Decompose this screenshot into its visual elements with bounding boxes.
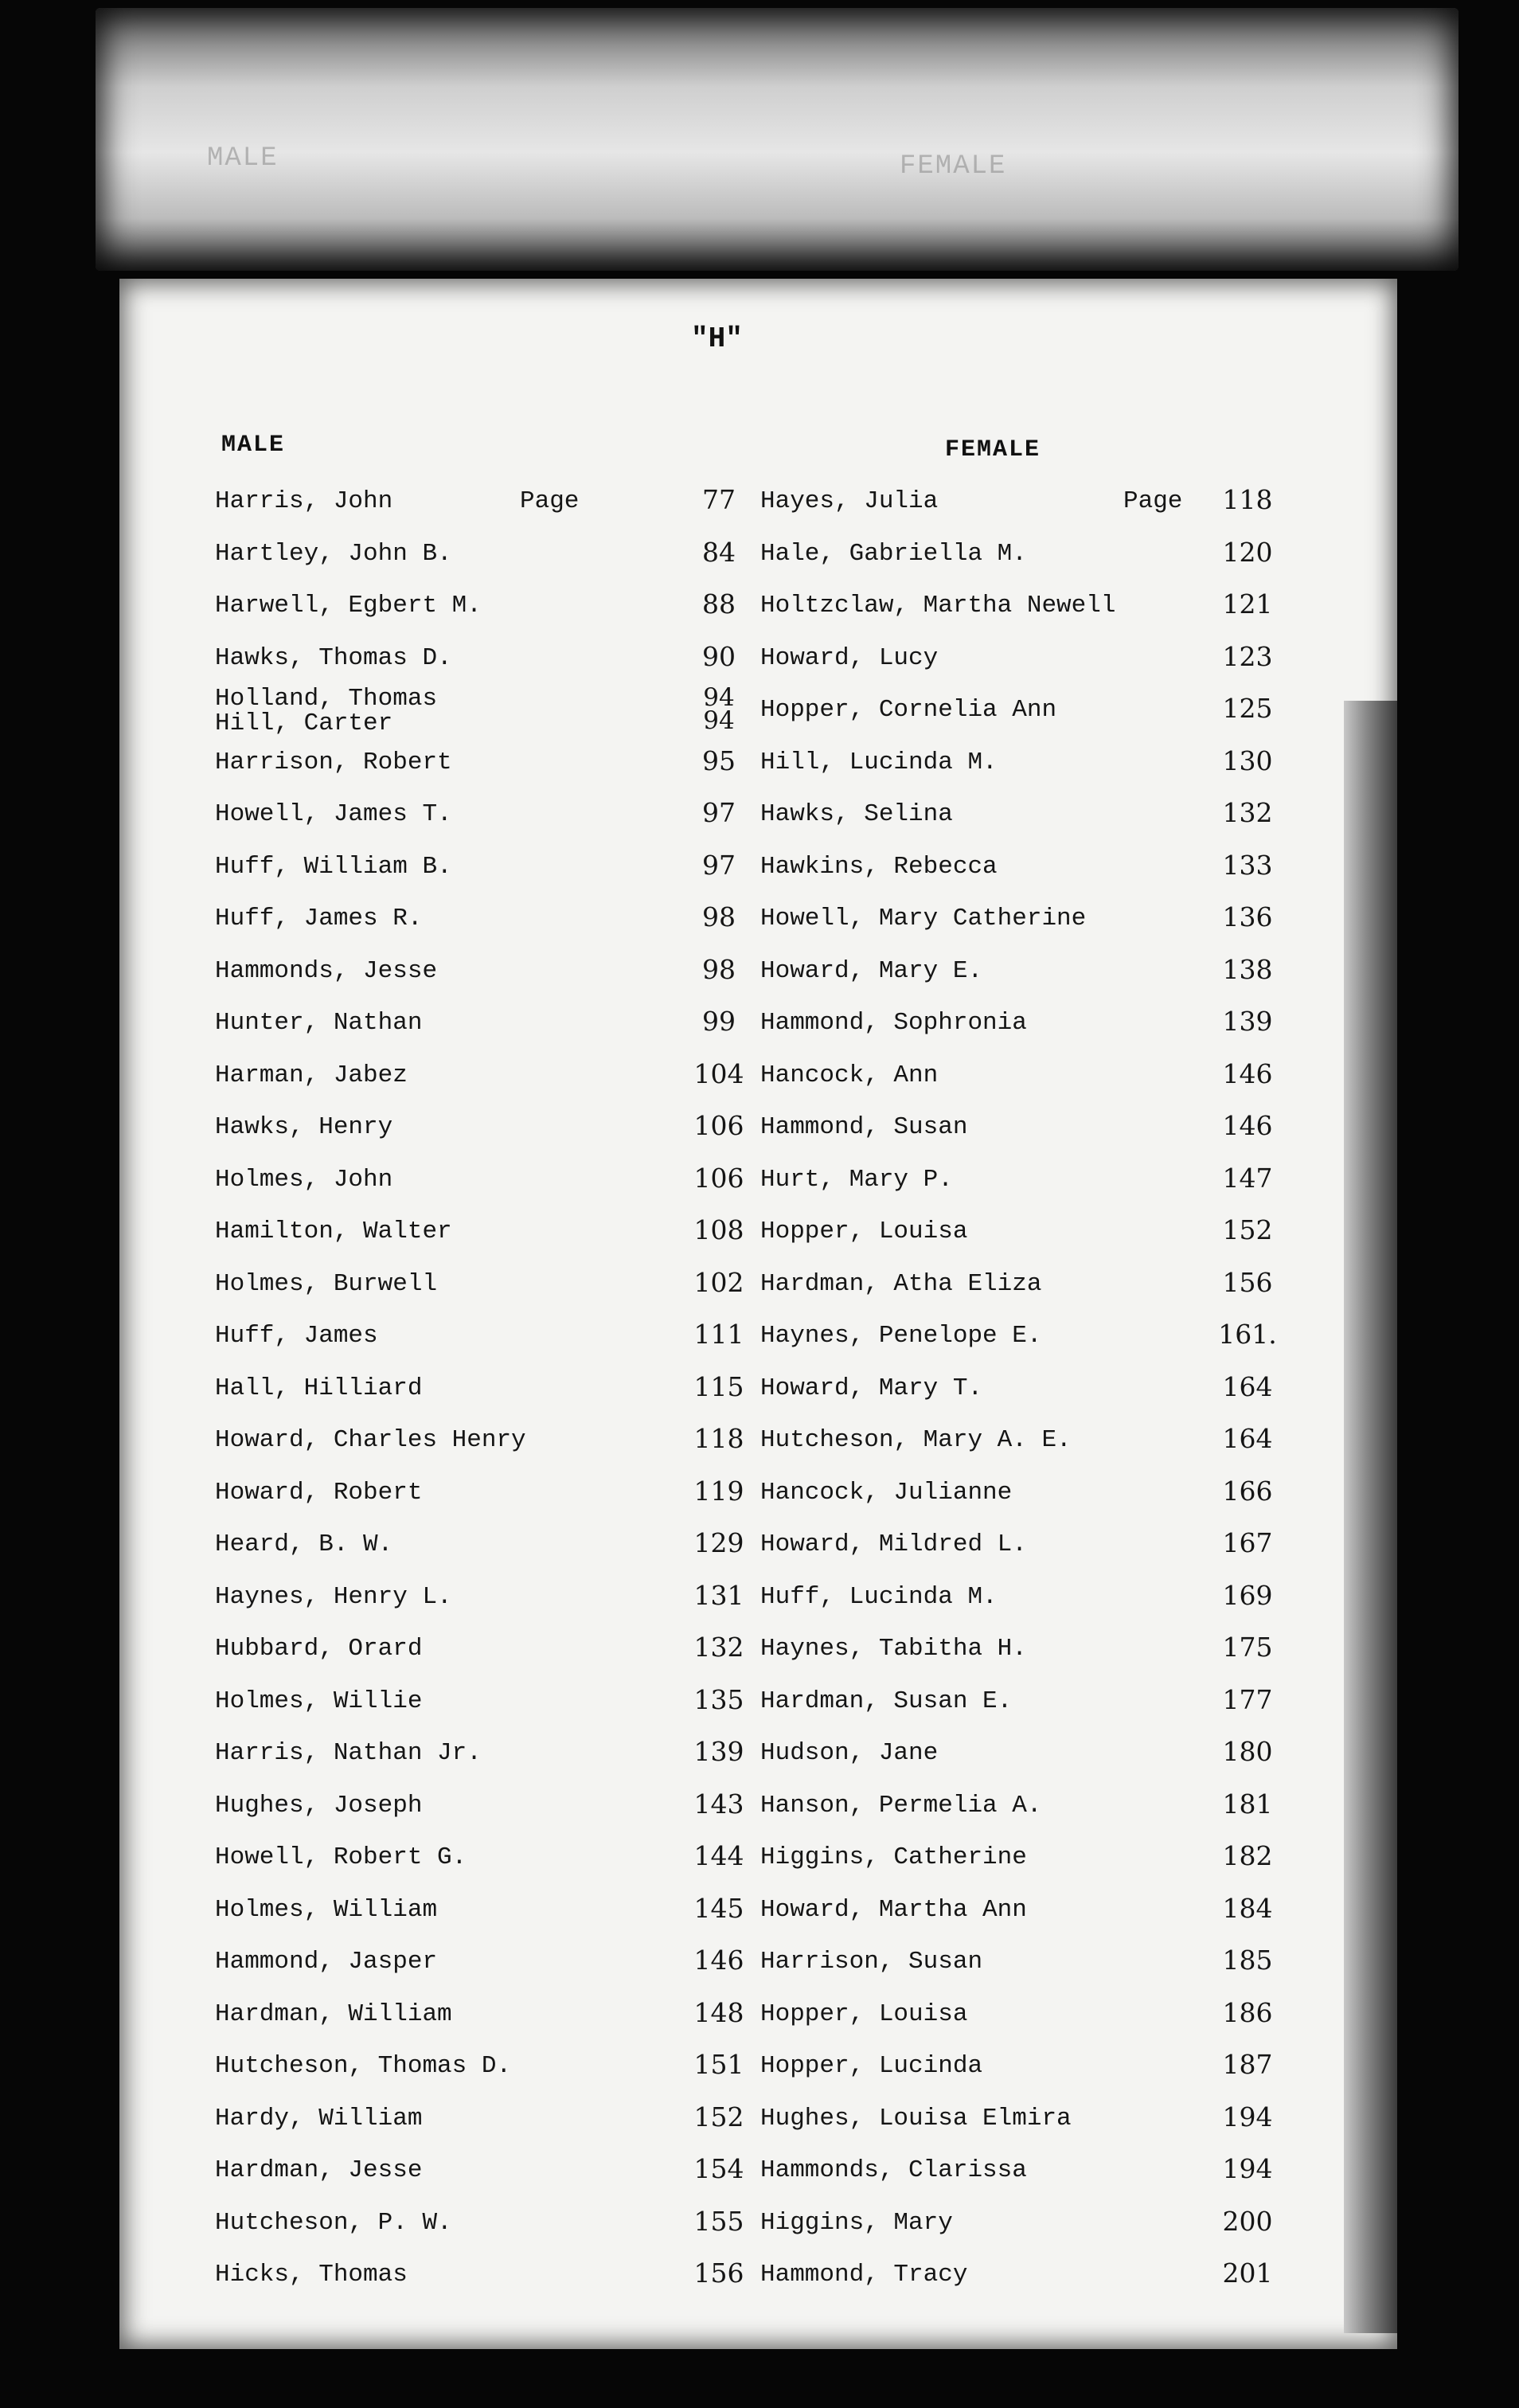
female-entry-row (760, 1417, 1286, 1469)
male-entry-page: 139 (693, 1736, 744, 1767)
male-entry-page: 102 (693, 1266, 744, 1298)
male-entry-row (215, 895, 748, 948)
female-entry-name: Hill, Lucinda M. (760, 748, 998, 776)
female-index-list (760, 478, 1286, 2304)
female-entry-page: 139 (1222, 1006, 1273, 1037)
female-entry-name: Hammond, Susan (760, 1113, 968, 1141)
female-entry-page: 164 (1222, 1370, 1273, 1402)
female-entry-page: 147 (1222, 1162, 1273, 1194)
male-entry-name: Hutcheson, P. W. (215, 2208, 452, 2237)
female-entry-row (760, 739, 1286, 792)
male-entry-row (215, 1312, 748, 1365)
male-entry-page: 151 (693, 2049, 744, 2080)
female-entry-name: Hardman, Atha Eliza (760, 1269, 1042, 1298)
microfilm-header-strip (96, 8, 1458, 271)
male-entry-name: Hartley, John B. (215, 539, 452, 568)
female-column-header: FEMALE (945, 436, 1041, 463)
female-entry-page: 181 (1222, 1788, 1273, 1820)
male-entry-name: Howard, Robert (215, 1478, 423, 1507)
male-entry-page: 144 (693, 1840, 744, 1871)
entry-name-line: Holland, Thomas (215, 685, 438, 713)
male-entry-page: 99 (702, 1006, 736, 1037)
male-entry-name: Harrison, Robert (215, 748, 452, 776)
female-entry-row (760, 1730, 1286, 1782)
female-entry-page: 186 (1222, 1996, 1273, 2028)
male-entry-row (215, 1469, 748, 1522)
female-entry-row (760, 1782, 1286, 1835)
male-entry-row (215, 635, 748, 687)
male-entry-row (215, 1678, 748, 1730)
male-entry-row (215, 1730, 748, 1782)
female-entry-name: Huff, Lucinda M. (760, 1582, 998, 1611)
entry-page-line: 94 (703, 706, 735, 735)
female-entry-row (760, 530, 1286, 583)
female-entry-name: Hayes, Julia (760, 487, 939, 515)
female-entry-page: 182 (1222, 1840, 1273, 1871)
male-entry-name: Harman, Jabez (215, 1061, 408, 1089)
male-entry-name: Howard, Charles Henry (215, 1426, 526, 1454)
female-entry-row (760, 2199, 1286, 2252)
section-letter: "H" (691, 322, 743, 355)
male-entry-page: 135 (693, 1683, 744, 1715)
female-entry-name: Howard, Mary E. (760, 956, 983, 985)
female-entry-name: Haynes, Penelope E. (760, 1322, 1042, 1350)
male-entry-page: 143 (693, 1788, 744, 1820)
female-entry-name: Howard, Mildred L. (760, 1530, 1027, 1558)
male-entry-page: 108 (693, 1214, 744, 1245)
female-entry-name: Haynes, Tabitha H. (760, 1635, 1027, 1663)
male-entry-name: Holmes, William (215, 1895, 438, 1924)
female-entry-page: 120 (1222, 536, 1273, 568)
male-entry-name: Huff, James R. (215, 905, 423, 932)
female-entry-name: Hanson, Permelia A. (760, 1791, 1042, 1820)
female-entry-row (760, 1208, 1286, 1261)
male-entry-row (215, 1625, 748, 1678)
female-entry-page: 175 (1222, 1632, 1273, 1663)
female-entry-name: Hopper, Louisa (760, 1218, 968, 1245)
female-entry-page: 161. (1218, 1319, 1277, 1350)
male-entry-name: Hardy, William (215, 2104, 423, 2132)
female-entry-page: 121 (1222, 588, 1273, 620)
male-entry-page: 111 (693, 1319, 744, 1350)
female-entry-page: 133 (1222, 849, 1273, 881)
male-entry-name: Hawks, Thomas D. (215, 643, 452, 672)
female-entry-row (760, 635, 1286, 687)
male-entry-page: 90 (702, 640, 736, 672)
male-entry-page: 98 (702, 953, 736, 985)
female-entry-page: 156 (1222, 1266, 1273, 1298)
female-entry-page: 136 (1222, 901, 1273, 932)
male-entry-page: 131 (693, 1579, 744, 1611)
male-entry-page: 106 (693, 1162, 744, 1194)
male-entry-row (215, 999, 748, 1052)
male-entry-page: 119 (693, 1475, 744, 1507)
male-entry-row (215, 1052, 748, 1104)
female-entry-page: 200 (1222, 2205, 1273, 2237)
female-entry-name: Hawks, Selina (760, 800, 953, 828)
male-entry-row (215, 2251, 748, 2304)
male-entry-row (215, 582, 748, 635)
female-entry-name: Hancock, Ann (760, 1061, 939, 1089)
male-entry-row (215, 1156, 748, 1209)
female-entry-name: Howell, Mary Catherine (760, 905, 1087, 932)
male-entry-name: Huff, James (215, 1322, 378, 1350)
female-entry-row (760, 2147, 1286, 2199)
female-entry-name: Howard, Martha Ann (760, 1895, 1027, 1924)
female-entry-row (760, 1938, 1286, 1991)
female-entry-page: 146 (1222, 1110, 1273, 1141)
female-entry-page: 184 (1222, 1892, 1273, 1924)
female-entry-row (760, 1469, 1286, 1522)
male-entry-page: 156 (693, 2258, 744, 2289)
female-entry-row (760, 478, 1286, 530)
female-entry-row (760, 1104, 1286, 1156)
male-entry-page: 106 (693, 1110, 744, 1141)
female-entry-name: Hutcheson, Mary A. E. (760, 1426, 1072, 1454)
male-entry-row (215, 791, 748, 843)
female-entry-page: 185 (1222, 1945, 1273, 1976)
male-entry-name: Hicks, Thomas (215, 2261, 408, 2289)
male-entry-name: Hall, Hilliard (215, 1374, 423, 1402)
male-entry-name: Heard, B. W. (215, 1530, 393, 1558)
female-entry-name: Holtzclaw, Martha Newell (760, 592, 1116, 620)
male-entry-name: Haynes, Henry L. (215, 1582, 452, 1611)
female-entry-row (760, 1834, 1286, 1886)
male-entry-row (215, 948, 748, 1000)
male-entry-page: 155 (693, 2205, 744, 2237)
female-entry-row (760, 1625, 1286, 1678)
female-entry-name: Hopper, Louisa (760, 2000, 968, 2028)
male-entry-page: 132 (693, 1632, 744, 1663)
male-entry-page: 95 (702, 745, 736, 776)
female-entry-row (760, 948, 1286, 1000)
male-entry-page: 129 (693, 1527, 744, 1558)
male-entry-page: 154 (693, 2153, 744, 2184)
female-entry-name: Hammonds, Clarissa (760, 2156, 1027, 2184)
female-entry-page: 138 (1222, 953, 1273, 985)
male-entry-name: Hunter, Nathan (215, 1009, 423, 1037)
male-page-label: Page (520, 487, 580, 515)
male-entry-name: Hardman, Jesse (215, 2156, 423, 2184)
male-entry-row (215, 843, 748, 896)
male-entry-name: Huff, William B. (215, 852, 452, 881)
female-entry-row (760, 1521, 1286, 1573)
female-entry-page: 194 (1222, 2101, 1273, 2132)
female-entry-page: 194 (1222, 2153, 1273, 2184)
male-entry-row (215, 1782, 748, 1835)
female-entry-page: 180 (1222, 1736, 1273, 1767)
male-entry-row (215, 1938, 748, 1991)
female-entry-row (760, 1261, 1286, 1313)
male-entry-page: 97 (702, 797, 736, 828)
male-entry-row (215, 1365, 748, 1417)
male-column-header: MALE (221, 432, 286, 459)
ghost-male-label: MALE (207, 143, 279, 174)
female-entry-name: Hopper, Cornelia Ann (760, 696, 1057, 724)
male-entry-page: 145 (693, 1892, 744, 1924)
female-entry-name: Howard, Mary T. (760, 1374, 983, 1402)
female-entry-page: 166 (1222, 1475, 1273, 1507)
female-entry-page: 169 (1222, 1579, 1273, 1611)
male-entry-row (215, 683, 748, 739)
female-entry-row (760, 2042, 1286, 2095)
female-entry-page: 132 (1222, 797, 1273, 828)
male-entry-row (215, 1521, 748, 1573)
female-entry-name: Hammond, Tracy (760, 2261, 968, 2289)
female-entry-page: 177 (1222, 1683, 1273, 1715)
female-entry-row (760, 843, 1286, 896)
female-entry-row (760, 1991, 1286, 2043)
female-entry-page: 152 (1222, 1214, 1273, 1245)
female-entry-name: Hardman, Susan E. (760, 1687, 1013, 1715)
female-entry-row (760, 2095, 1286, 2148)
male-entry-row (215, 2199, 748, 2252)
male-entry-page: 152 (693, 2101, 744, 2132)
male-entry-page: 97 (702, 849, 736, 881)
female-entry-row (760, 1312, 1286, 1365)
male-entry-row (215, 739, 748, 792)
female-entry-row (760, 999, 1286, 1052)
female-entry-name: Hughes, Louisa Elmira (760, 2104, 1072, 2132)
male-entry-row (215, 1834, 748, 1886)
male-entry-page: 118 (693, 1423, 744, 1454)
male-entry-page: 77 (702, 484, 736, 515)
female-entry-name: Hopper, Lucinda (760, 2052, 983, 2080)
male-entry-name: Hawks, Henry (215, 1113, 393, 1141)
male-entry-name: Howell, James T. (215, 800, 452, 828)
female-entry-page: 123 (1222, 640, 1273, 672)
female-entry-row (760, 1365, 1286, 1417)
male-entry-page (689, 683, 748, 735)
male-entry-name: Holmes, Willie (215, 1687, 423, 1715)
male-entry-row (215, 2147, 748, 2199)
entry-name-line: Hill, Carter (215, 710, 393, 737)
female-entry-name: Higgins, Mary (760, 2208, 953, 2237)
female-entry-row (760, 582, 1286, 635)
male-entry-row (215, 2042, 748, 2095)
female-entry-page: 130 (1222, 745, 1273, 776)
page-edge-shadow (1344, 701, 1397, 2333)
male-entry-name: Hardman, William (215, 2000, 452, 2028)
male-entry-page: 115 (693, 1370, 744, 1402)
male-entry-name: Holmes, Burwell (215, 1269, 438, 1298)
male-entry-name: Holmes, John (215, 1165, 393, 1194)
entry-page-line: 94 (703, 683, 735, 712)
female-entry-page: 125 (1222, 693, 1273, 724)
male-entry-page: 84 (702, 536, 736, 568)
male-entry-row (215, 1991, 748, 2043)
female-entry-row (760, 1156, 1286, 1209)
male-entry-name: Hammond, Jasper (215, 1948, 438, 1976)
male-entry-row (215, 1573, 748, 1626)
male-entry-name: Hutcheson, Thomas D. (215, 2052, 512, 2080)
female-entry-row (760, 1678, 1286, 1730)
male-entry-name: Hamilton, Walter (215, 1218, 452, 1245)
ghost-female-label: FEMALE (900, 151, 1007, 182)
female-entry-row (760, 686, 1286, 739)
female-page-label: Page (1123, 487, 1183, 515)
female-entry-name: Harrison, Susan (760, 1948, 983, 1976)
female-entry-name: Hancock, Julianne (760, 1478, 1013, 1507)
male-entry-name: Harris, Nathan Jr. (215, 1739, 482, 1767)
female-entry-page: 201 (1222, 2258, 1273, 2289)
female-entry-row (760, 2251, 1286, 2304)
male-entry-name: Hubbard, Orard (215, 1635, 423, 1663)
male-entry-row (215, 1104, 748, 1156)
female-entry-name: Higgins, Catherine (760, 1843, 1027, 1871)
male-entry-page: 146 (693, 1945, 744, 1976)
female-entry-page: 118 (1222, 484, 1273, 515)
female-entry-name: Howard, Lucy (760, 643, 939, 672)
male-entry-name (215, 686, 437, 736)
male-entry-row (215, 1886, 748, 1939)
female-entry-name: Hammond, Sophronia (760, 1009, 1027, 1037)
male-entry-row (215, 530, 748, 583)
male-entry-page: 88 (702, 588, 736, 620)
female-entry-row (760, 1573, 1286, 1626)
female-entry-name: Hawkins, Rebecca (760, 852, 998, 881)
male-entry-row (215, 1417, 748, 1469)
male-entry-page: 104 (693, 1057, 744, 1089)
male-entry-row (215, 1208, 748, 1261)
male-entry-row (215, 2095, 748, 2148)
male-entry-name: Hammonds, Jesse (215, 956, 438, 985)
female-entry-page: 146 (1222, 1057, 1273, 1089)
male-entry-row (215, 1261, 748, 1313)
female-entry-row (760, 791, 1286, 843)
male-entry-name: Harris, John (215, 487, 393, 515)
female-entry-page: 167 (1222, 1527, 1273, 1558)
male-entry-row (215, 478, 748, 530)
male-index-list (215, 478, 748, 2304)
female-entry-page: 164 (1222, 1423, 1273, 1454)
female-entry-row (760, 1886, 1286, 1939)
female-entry-row (760, 1052, 1286, 1104)
female-entry-row (760, 895, 1286, 948)
male-entry-name: Harwell, Egbert M. (215, 592, 482, 620)
female-entry-name: Hudson, Jane (760, 1739, 939, 1767)
male-entry-name: Hughes, Joseph (215, 1791, 423, 1820)
male-entry-page: 98 (702, 901, 736, 932)
male-entry-page: 148 (693, 1996, 744, 2028)
male-entry-name: Howell, Robert G. (215, 1843, 467, 1871)
female-entry-name: Hale, Gabriella M. (760, 539, 1027, 568)
female-entry-name: Hurt, Mary P. (760, 1165, 953, 1194)
female-entry-page: 187 (1222, 2049, 1273, 2080)
